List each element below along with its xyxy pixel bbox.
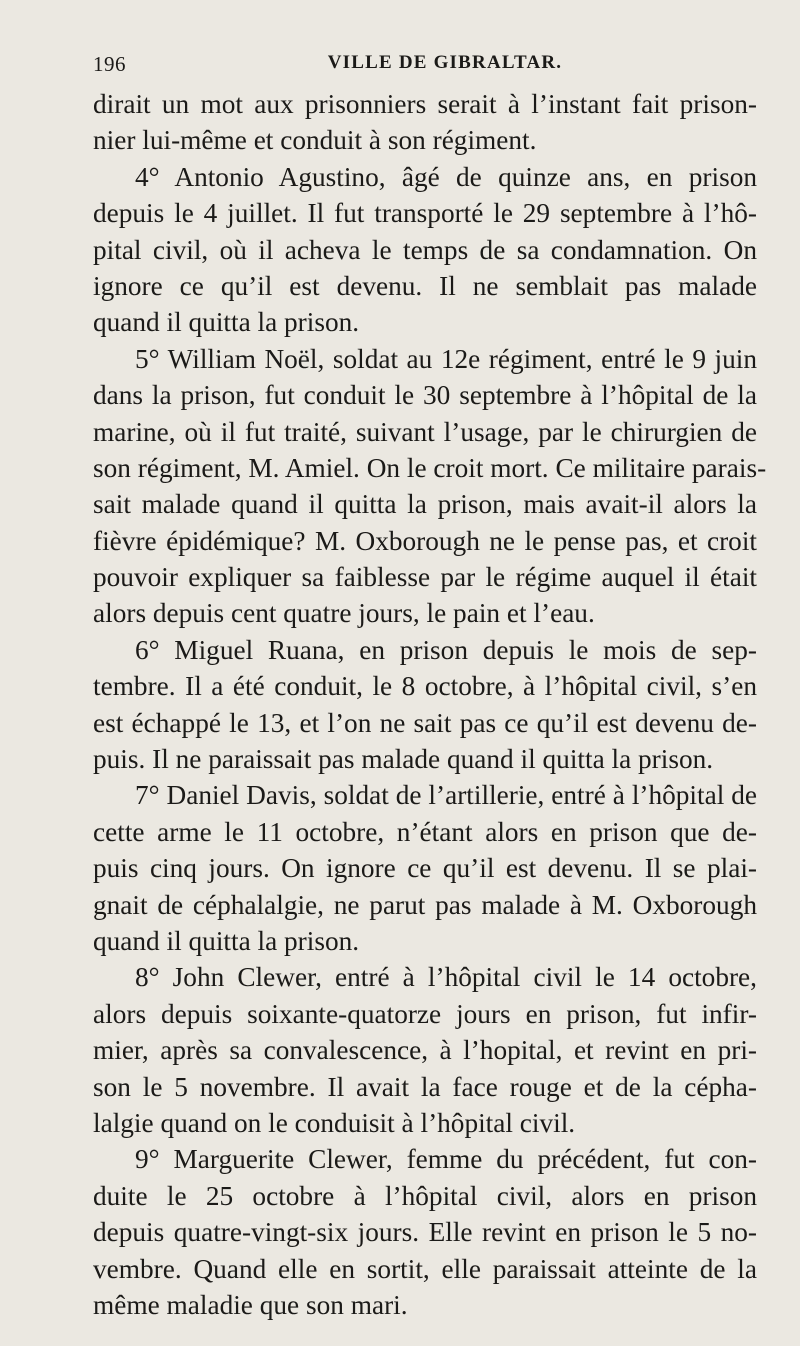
text-line: mier, après sa convalescence, à l’hopital, et revint en pri- (93, 1035, 757, 1066)
text-line: son le 5 novembre. Il avait la face rouge et de la cépha- (93, 1071, 757, 1102)
page-number: 196 (93, 52, 126, 76)
text-line: alors depuis cent quatre jours, le pain et l’eau. (93, 598, 595, 629)
paragraph-item-8-start: 8° John Clewer, entré à l’hôpital civil le 14 octobre, (135, 962, 757, 993)
text-line: nier lui-même et conduit à son régiment. (93, 125, 537, 156)
text-line: son régiment, M. Amiel. On le croit mort. Ce militaire parais- (93, 452, 767, 483)
paragraph-item-4-start: 4° Antonio Agustino, âgé de quinze ans, en prison (135, 161, 757, 192)
text-line: ignore ce qu’il est devenu. Il ne semblait pas malade (93, 270, 757, 301)
text-line: marine, où il fut traité, suivant l’usage, par le chirurgien de (93, 416, 757, 447)
text-line: puis cinq jours. On ignore ce qu’il est devenu. Il se plai- (93, 853, 757, 884)
text-line: même maladie que son mari. (93, 1289, 408, 1320)
text-line: duite le 25 octobre à l’hôpital civil, alors en prison (93, 1180, 757, 1211)
text-line: pital civil, où il acheva le temps de sa condamnation. On (93, 234, 757, 265)
paragraph-item-5-start: 5° William Noël, soldat au 12e régiment, entré le 9 juin (135, 343, 757, 374)
running-head (93, 52, 757, 82)
text-line: sait malade quand il quitta la prison, mais avait-il alors la (93, 489, 757, 520)
paragraph-item-7-start: 7° Daniel Davis, soldat de l’artillerie, entré à l’hôpital de (135, 780, 757, 811)
text-line: dirait un mot aux prisonniers serait à l’instant fait prison- (93, 89, 757, 119)
text-line: dans la prison, fut conduit le 30 septembre à l’hôpital de la (93, 380, 757, 411)
text-line: quand il quitta la prison. (93, 925, 360, 956)
text-line: puis. Il ne paraissait pas malade quand il quitta la prison. (93, 744, 714, 775)
text-line: depuis le 4 juillet. Il fut transporté le 29 septembre à l’hô- (93, 198, 757, 229)
paragraph-item-9-start: 9° Marguerite Clewer, femme du précédent, fut con- (135, 1144, 757, 1175)
text-line: gnait de céphalalgie, ne parut pas malade à M. Oxborough (93, 889, 757, 920)
text-line: pouvoir expliquer sa faiblesse par le régime auquel il était (93, 562, 757, 593)
text-line: vembre. Quand elle en sortit, elle paraissait atteinte de la (93, 1253, 757, 1284)
text-line: alors depuis soixante-quatorze jours en prison, fut infir- (93, 998, 757, 1029)
text-line: quand il quitta la prison. (93, 307, 360, 338)
body-text (93, 86, 767, 1323)
paragraph-item-6-start: 6° Miguel Ruana, en prison depuis le mois de sep- (135, 634, 757, 665)
text-line: depuis quatre-vingt-six jours. Elle revint en prison le 5 no- (93, 1217, 757, 1248)
text-line: tembre. Il a été conduit, le 8 octobre, à l’hôpital civil, s’en (93, 671, 757, 702)
text-line: lalgie quand on le conduisit à l’hôpital civil. (93, 1107, 576, 1138)
text-line: cette arme le 11 octobre, n’étant alors en prison que de- (93, 816, 757, 847)
text-line: est échappé le 13, et l’on ne sait pas ce qu’il est devenu de- (93, 707, 757, 738)
text-line: fièvre épidémique? M. Oxborough ne le pense pas, et croit (93, 525, 757, 556)
running-title: VILLE DE GIBRALTAR. (327, 52, 563, 73)
